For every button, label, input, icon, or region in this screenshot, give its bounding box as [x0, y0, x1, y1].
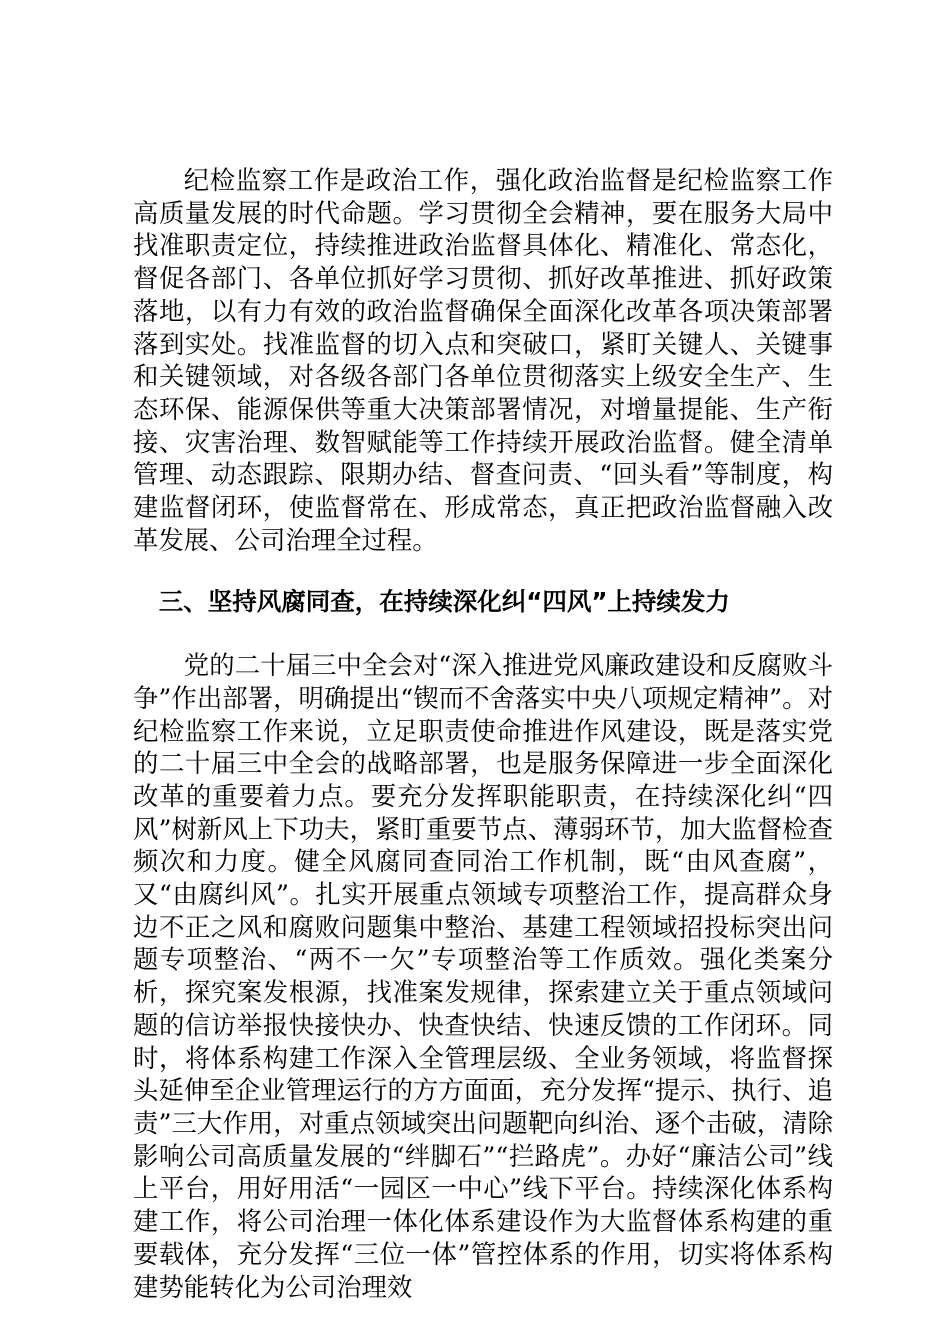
body-paragraph: 纪检监察工作是政治工作，强化政治监督是纪检监察工作高质量发展的时代命题。学习贯彻全会精神，要在服务大局中找准职责定位，持续推进政治监督具体化、精准化、常态化，督促各部门、各单位抓好学习贯彻、抓好改革推进、抓好政策落地，以有力有效的政治监督确保全面深化改革各项决策部署落到实处。找准监督的切入点和突破口，紧盯关键人、关键事和关键领域，对各级各部门各单位贯彻落实上级安全生产、生态环保、能源保供等重大决策部署情况，对增量提能、生产衔接、灾害治理、数智赋能等工作持续开展政治监督。健全清单管理、动态跟踪、限期办结、督查问责、“回头看”等制度，构建监督闭环，使监督常在、形成常态，真正把政治监督融入改革发展、公司治理全过程。	[133, 165, 833, 555]
section-heading: 三、坚持风腐同查，在持续深化纠“四风”上持续发力	[158, 587, 730, 617]
document-page	[133, 164, 833, 1303]
body-paragraph: 党的二十届三中全会对“深入推进党风廉政建设和反腐败斗争”作出部署，明确提出“锲而不舍落实中央八项规定精神”。对纪检监察工作来说，立足职责使命推进作风建设，既是落实党的二十届三中全会的战略部署，也是服务保障进一步全面深化改革的重要着力点。要充分发挥职能职责，在持续深化纠“四风”树新风上下功夫，紧盯重要节点、薄弱环节，加大监督检查频次和力度。健全风腐同查同治工作机制，既“由风查腐”，又“由腐纠风”。扎实开展重点领域专项整治工作，提高群众身边不正之风和腐败问题集中整治、基建工程领域招投标突出问题专项整治、“两不一欠”专项整治等工作质效。强化类案分析，探究案发根源，找准案发规律，探索建立关于重点领域问题的信访举报快接快办、快查快结、快速反馈的工作闭环。同时，将体系构建工作深入全管理层级、全业务领域，将监督探头延伸至企业管理运行的方方面面，充分发挥“提示、执行、追责”三大作用，对重点领域突出问题靶向纠治、逐个击破，清除影响公司高质量发展的“绊脚石”“拦路虎”。办好“廉洁公司”线上平台，用好用活“一园区一中心”线下平台。持续深化体系构建工作，将公司治理一体化体系建设作为大监督体系构建的重要载体，充分发挥“三位一体”管控体系的作用，切实将体系构建势能转化为公司治理效	[133, 650, 833, 1302]
